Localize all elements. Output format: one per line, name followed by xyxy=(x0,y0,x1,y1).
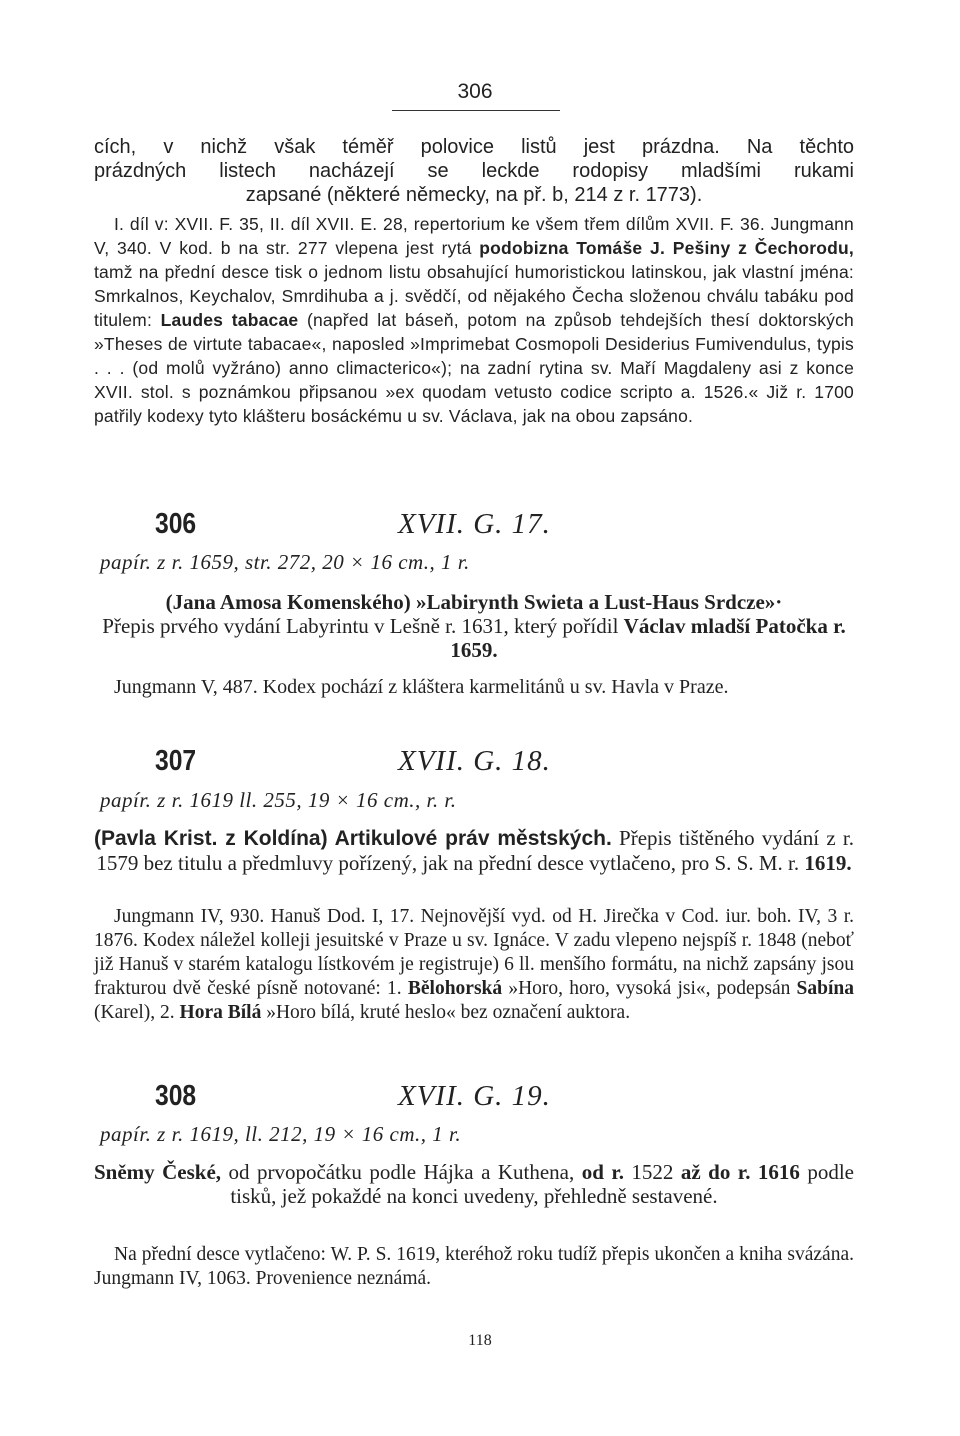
entry-title-text: Přepis tištěného vydání z r. 1579 bez titulu a předmluvy pořízený, jak na přední desce vytlačeno, pro S. S. M. r. xyxy=(96,826,854,875)
entry-title-bold: (Jana Amosa Komenského) »Labirynth Swieta a Lust-Haus Srdcze»· xyxy=(165,590,783,614)
entry-title-bold: až do r. 1616 xyxy=(680,1160,800,1184)
entry-note-text: (Karel), 2. xyxy=(94,1002,180,1023)
entry-note: Jungmann V, 487. Kodex pochází z kláštera karmelitánů u sv. Havla v Praze. xyxy=(114,676,729,698)
entry-number: 306 xyxy=(155,508,197,540)
folio-number: 118 xyxy=(468,1332,492,1349)
intro-paragraph-1 xyxy=(94,135,854,207)
header-rule xyxy=(392,110,560,111)
entry-title-bold: Sněmy České, xyxy=(94,1160,222,1184)
entry-title xyxy=(94,1160,854,1208)
intro-line-2: prázdných listech nacházejí se leckde rodopisy mladšími rukami xyxy=(94,160,854,182)
entry-title-text: 1522 xyxy=(623,1160,681,1184)
page-number: 306 xyxy=(457,80,493,103)
entry-note-bold: Hora Bílá xyxy=(179,1002,262,1023)
entry-material: papír. z r. 1619 ll. 255, 19 × 16 cm., r. r. xyxy=(100,788,457,812)
entry-signature: XVII. G. 18. xyxy=(398,745,551,777)
entry-signature: XVII. G. 17. xyxy=(398,508,551,540)
intro-bold-laudes: Laudes tabacae xyxy=(160,310,299,330)
entry-title xyxy=(94,590,854,662)
intro-line-3: zapsané (některé německy, na př. b, 214 z r. 1773). xyxy=(245,184,703,206)
entry-note-text: »Horo bílá, kruté heslo« bez označení auktora. xyxy=(261,1002,631,1023)
entry-material: papír. z r. 1619, ll. 212, 19 × 16 cm., 1 r. xyxy=(100,1122,462,1146)
entry-signature: XVII. G. 19. xyxy=(398,1080,551,1112)
entry-note xyxy=(94,905,854,1025)
entry-title-bold: 1619. xyxy=(804,851,852,875)
entry-title-bold: Václav mladší Patočka r. 1659. xyxy=(450,614,846,662)
entry-title-text: Přepis prvého vydání Labyrintu v Lešně r. 1631, který pořídil xyxy=(102,614,624,638)
entry-title-text: od prvopočátku podle Hájka a Kuthena, xyxy=(221,1160,582,1184)
entry-note-text: Jungmann IV, 930. Hanuš Dod. I, 17. Nejnovější vyd. od H. Jirečka v Cod. iur. boh. IV, 3 r. 1876. Kodex náležel kolleji jesuitské v Praze u sv. Ignáce. V zadu vlepeno nejspíš r. 1848 (neboť již Hanuš v starém katalogu lístkovém je registruje) 6 ll. menšího formátu, na nichž zapsány jsou frakturou dvě české písně notované: 1. xyxy=(94,906,854,999)
entry-number: 307 xyxy=(155,745,197,777)
entry-title-text: podle tisků, jež pokaždé na konci uvedeny, přehledně sestavené. xyxy=(230,1160,854,1208)
intro-text: I. díl v: XVII. F. 35, II. díl XVII. E. 28, repertorium ke všem třem dílům XVII. F. 36. Jungmann V, 340. V kod. b na str. 277 vlepena jest rytá xyxy=(94,214,854,258)
entry-title-bold: od r. xyxy=(581,1160,624,1184)
intro-text: tamž na přední desce tisk o jednom listu obsahující humoristickou latinskou, jak vlastní jména: Smrkalnos, Keychalov, Smrdihuba a j. svědčí, od nějakého Čecha složenou chválu tabáku pod titulem: xyxy=(94,262,854,330)
entry-title-bold: (Pavla Krist. z Koldína) Artikulové práv městských. xyxy=(94,827,612,850)
entry-note: Na přední desce vytlačeno: W. P. S. 1619, kteréhož roku tudíž přepis ukončen a kniha svázána. Jungmann IV, 1063. Provenience neznámá. xyxy=(94,1244,854,1289)
entry-note-bold: Bělohorská xyxy=(407,978,503,999)
intro-bold-portrait: podobizna Tomáše J. Pešiny z Čechorodu, xyxy=(479,238,854,258)
entry-material: papír. z r. 1659, str. 272, 20 × 16 cm., 1 r. xyxy=(100,550,470,574)
entry-note-text: »Horo, horo, vysoká jsi«, podepsán xyxy=(502,978,797,999)
entry-note-bold: Sabína xyxy=(796,978,854,999)
entry-title xyxy=(94,826,854,875)
entry-number: 308 xyxy=(155,1080,197,1112)
intro-line-1: cích, v nichž však téměř polovice listů jest prázdna. Na těchto xyxy=(94,136,854,158)
intro-text: (napřed lat báseň, potom na způsob tehdejších thesí doktorských »Theses de virtute tabacae«, naposled »Imprimebat Cosmopoli Desiderius Fumivendulus, typis . . . (od molů vyžráno) anno climacterico«); na zadní rytina sv. Maří Magdaleny asi z konce XVII. stol. s poznámkou připsanou »ex quodam vetusto codice scripto a. 1526.« Již r. 1700 patřily kodexy tyto klášteru bosáckému u sv. Václava, jak na obou zapsáno. xyxy=(94,310,854,426)
intro-paragraph-2 xyxy=(94,212,854,428)
